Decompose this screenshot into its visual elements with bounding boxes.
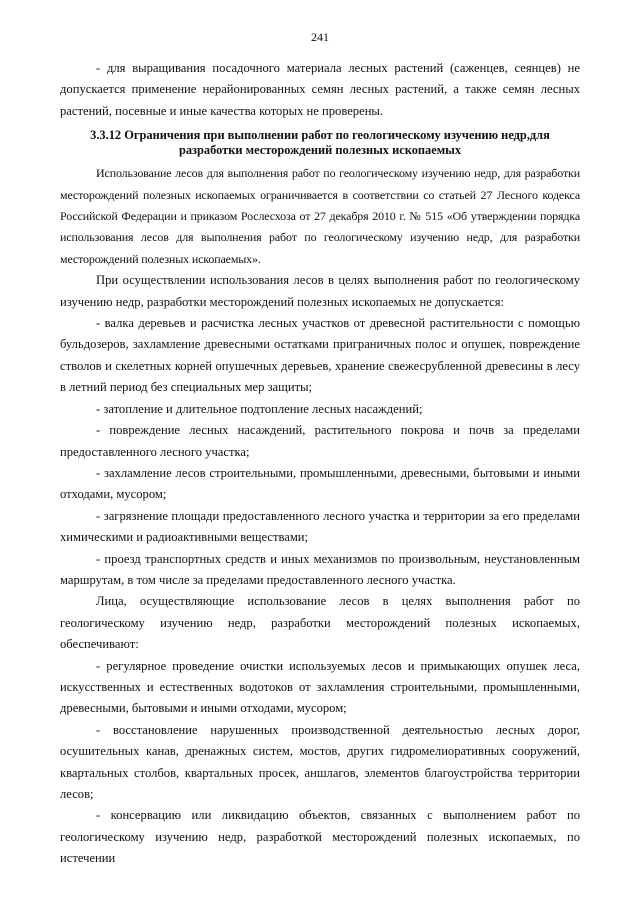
paragraph: - затопление и длительное подтопление лесных насаждений; — [96, 401, 423, 416]
paragraph: - регулярное проведение очистки используемых лесов и примыкающих опушек леса, искусственных и естественных водотоков от захламления строительными, промышленными, древесными, бытовыми и иными отходами, мусором; — [60, 658, 580, 716]
paragraph: - для выращивания посадочного материала лесных растений (саженцев, сеянцев) не допускается применение нерайонированных семян лесных растений, а также семян лесных растений, посевные и иные качества которых не проверены. — [60, 61, 580, 118]
paragraph: - валка деревьев и расчистка лесных участков от древесной растительности с помощью бульдозеров, захламление древесными остатками приграничных полос и опушек, повреждение стволов и скелетных корней опушечных деревьев, хранение свежесрубленной древесины в лесу в летний период без специальных мер защиты; — [60, 316, 580, 395]
paragraph: - повреждение лесных насаждений, растительного покрова и почв за пределами предоставленного лесного участка; — [60, 423, 580, 459]
paragraph: Использование лесов для выполнения работ по геологическому изучению недр, для разработки месторождений полезных ископаемых ограничивается в соответствии со статьей 27 Лесного кодекса Российской Федерации и приказом Рослесхоза от 27 декабря 2010 г. № 515 «Об утверждении порядка использования лесов для выполнения работ по геологическому изучению недр, для разработки месторождений полезных ископаемых». — [60, 166, 580, 266]
paragraph: - проезд транспортных средств и иных механизмов по произвольным, неустановленным маршрутам, в том числе за пределами предоставленного лесного участка. — [60, 551, 580, 587]
paragraph: - восстановление нарушенных производственной деятельностью лесных дорог, осушительных канав, дренажных систем, мостов, других гидромелиоративных сооружений, квартальных столбов, квартальных просек, аншлагов, элементов благоустройства территории лесов; — [60, 722, 580, 801]
paragraph: - консервацию или ликвидацию объектов, связанных с выполнением работ по геологическому изучению недр, разработкой месторождений полезных ископаемых, по истечении — [60, 808, 580, 866]
paragraph: Лица, осуществляющие использование лесов в целях выполнения работ по геологическому изучению недр, разработки месторождений полезных ископаемых, обеспечивают: — [60, 594, 580, 652]
paragraph: При осуществлении использования лесов в целях выполнения работ по геологическому изучению недр, разработки месторождений полезных ископаемых не допускается: — [60, 273, 580, 309]
section-heading — [60, 128, 580, 158]
section-heading-line: 3.3.12 Ограничения при выполнении работ по геологическому изучению недр,для — [90, 128, 550, 143]
page-number: 241 — [311, 30, 329, 44]
section-heading-line: разработки месторождений полезных ископаемых — [178, 143, 462, 158]
paragraph: - загрязнение площади предоставленного лесного участка и территории за его пределами химическими и радиоактивными веществами; — [60, 508, 580, 545]
document-body — [60, 58, 580, 870]
paragraph: - захламление лесов строительными, промышленными, древесными, бытовыми и иными отходами, мусором; — [60, 465, 580, 502]
